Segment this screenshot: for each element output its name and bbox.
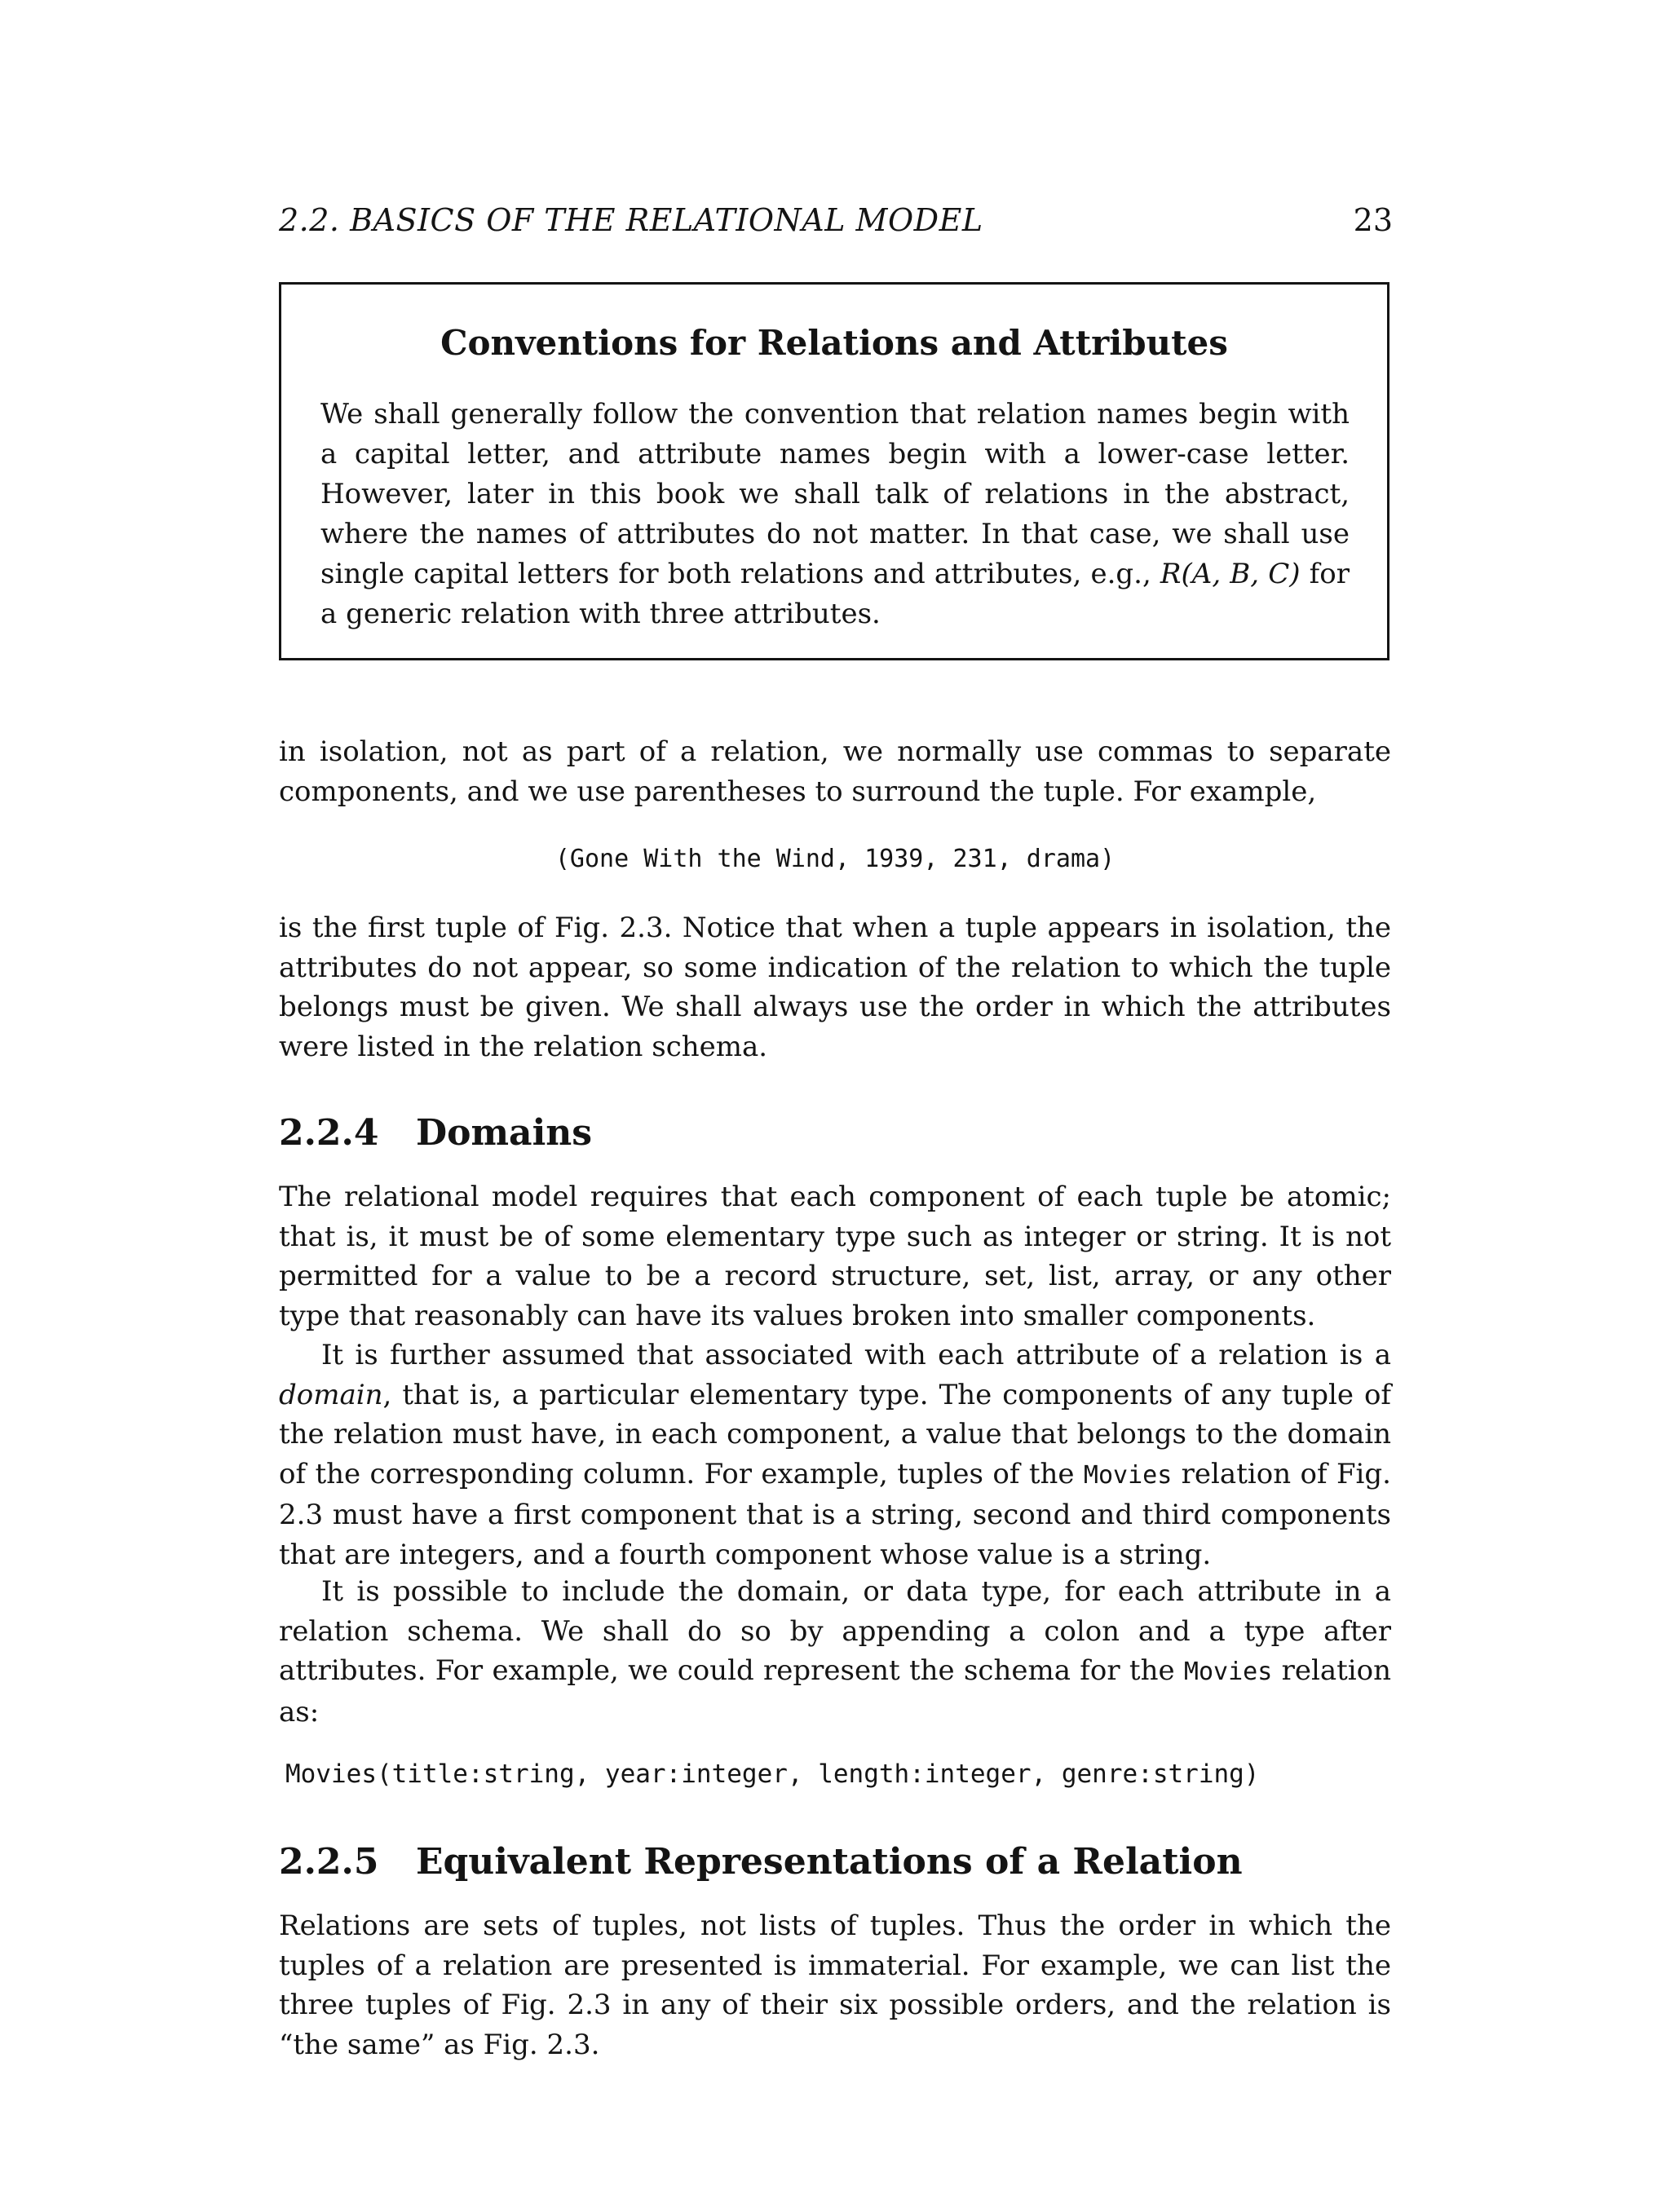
- equivalent-representations-paragraph: Relations are sets of tuples, not lists of tuples. Thus the order in which the tuples of a relation are presented is immaterial. For example, we can list the three tuples of Fig. 2.3 in any of their six possible orders, and the relation is “the same” as Fig. 2.3.: [279, 1910, 1391, 2061]
- movies-relation-name-2: Movies: [1183, 1658, 1273, 1686]
- domains-p2-text-b: , that is, a particular elementary type. The components of any tuple of the relation must have, in each component, a value that belongs to the domain of the corresponding column. For example, tuples of the: [279, 1378, 1391, 1490]
- domains-p3-text-b: relation as:: [279, 1654, 1392, 1729]
- box-title: Conventions for Relations and Attributes: [440, 323, 1228, 363]
- section-heading-equivalent-representations: [279, 1838, 1391, 1887]
- section-title: Equivalent Representations of a Relation: [416, 1841, 1243, 1883]
- box-text: [320, 395, 1350, 634]
- running-head: [279, 199, 1393, 241]
- domains-paragraph-1: The relational model requires that each component of each tuple be atomic; that is, it must be of some elementary type such as integer or string. It is not permitted for a value to be a record structure, set, list, array, or any other type that reasonably can have its values broken into smaller components.: [279, 1181, 1391, 1332]
- movies-relation-name: Movies: [1083, 1460, 1173, 1490]
- continuation-paragraph: in isolation, not as part of a relation, we normally use commas to separate components, and we use parentheses to surround the tuple. For example,: [279, 735, 1391, 808]
- conventions-box: [279, 282, 1389, 660]
- domains-p3-text-a: It is possible to include the domain, or data type, for each attribute in a relation schema. We shall do so by appending a colon and a type after attributes. For example, we could represent the schema for the: [279, 1575, 1391, 1687]
- section-number: 2.2.5: [279, 1841, 379, 1883]
- section-number: 2.2.4: [279, 1112, 379, 1154]
- movies-schema-code: Movies(title:string, year:integer, length:integer, genre:string): [285, 1759, 1260, 1789]
- domains-paragraph-2: [279, 1336, 1391, 1574]
- box-text-part-2: for a generic relation with three attributes.: [320, 558, 1350, 630]
- running-head-title: 2.2. BASICS OF THE RELATIONAL MODEL: [279, 202, 983, 238]
- box-math-expression: R(A, B, C): [1160, 558, 1301, 590]
- domains-p2-text-c: relation of Fig. 2.3 must have a first component that is a string, second and third components that are integers, and a fourth component whose value is a string.: [279, 1457, 1391, 1571]
- domains-paragraph-3: [279, 1572, 1391, 1732]
- section-heading-domains: [279, 1109, 1391, 1158]
- tuple-explanation-paragraph: is the first tuple of Fig. 2.3. Notice that when a tuple appears in isolation, the attributes do not appear, so some indication of the relation to which the tuple belongs must be given. We shall always use the order in which the attributes were listed in the relation schema.: [279, 912, 1391, 1063]
- domains-p2-text-a: It is further assumed that associated with each attribute of a relation is a: [321, 1339, 1391, 1371]
- example-tuple: (Gone With the Wind, 1939, 231, drama): [554, 845, 1116, 873]
- box-text-part-1: We shall generally follow the convention that relation names begin with a capital letter, and attribute names begin with a lower-case letter. However, later in this book we shall talk of relations in the abstract, where the names of attributes do not matter. In that case, we shall use single capital letters for both relations and attributes, e.g.,: [320, 398, 1350, 590]
- section-title: Domains: [416, 1112, 593, 1154]
- page-number: 23: [1353, 202, 1393, 238]
- domain-term: domain: [279, 1378, 383, 1411]
